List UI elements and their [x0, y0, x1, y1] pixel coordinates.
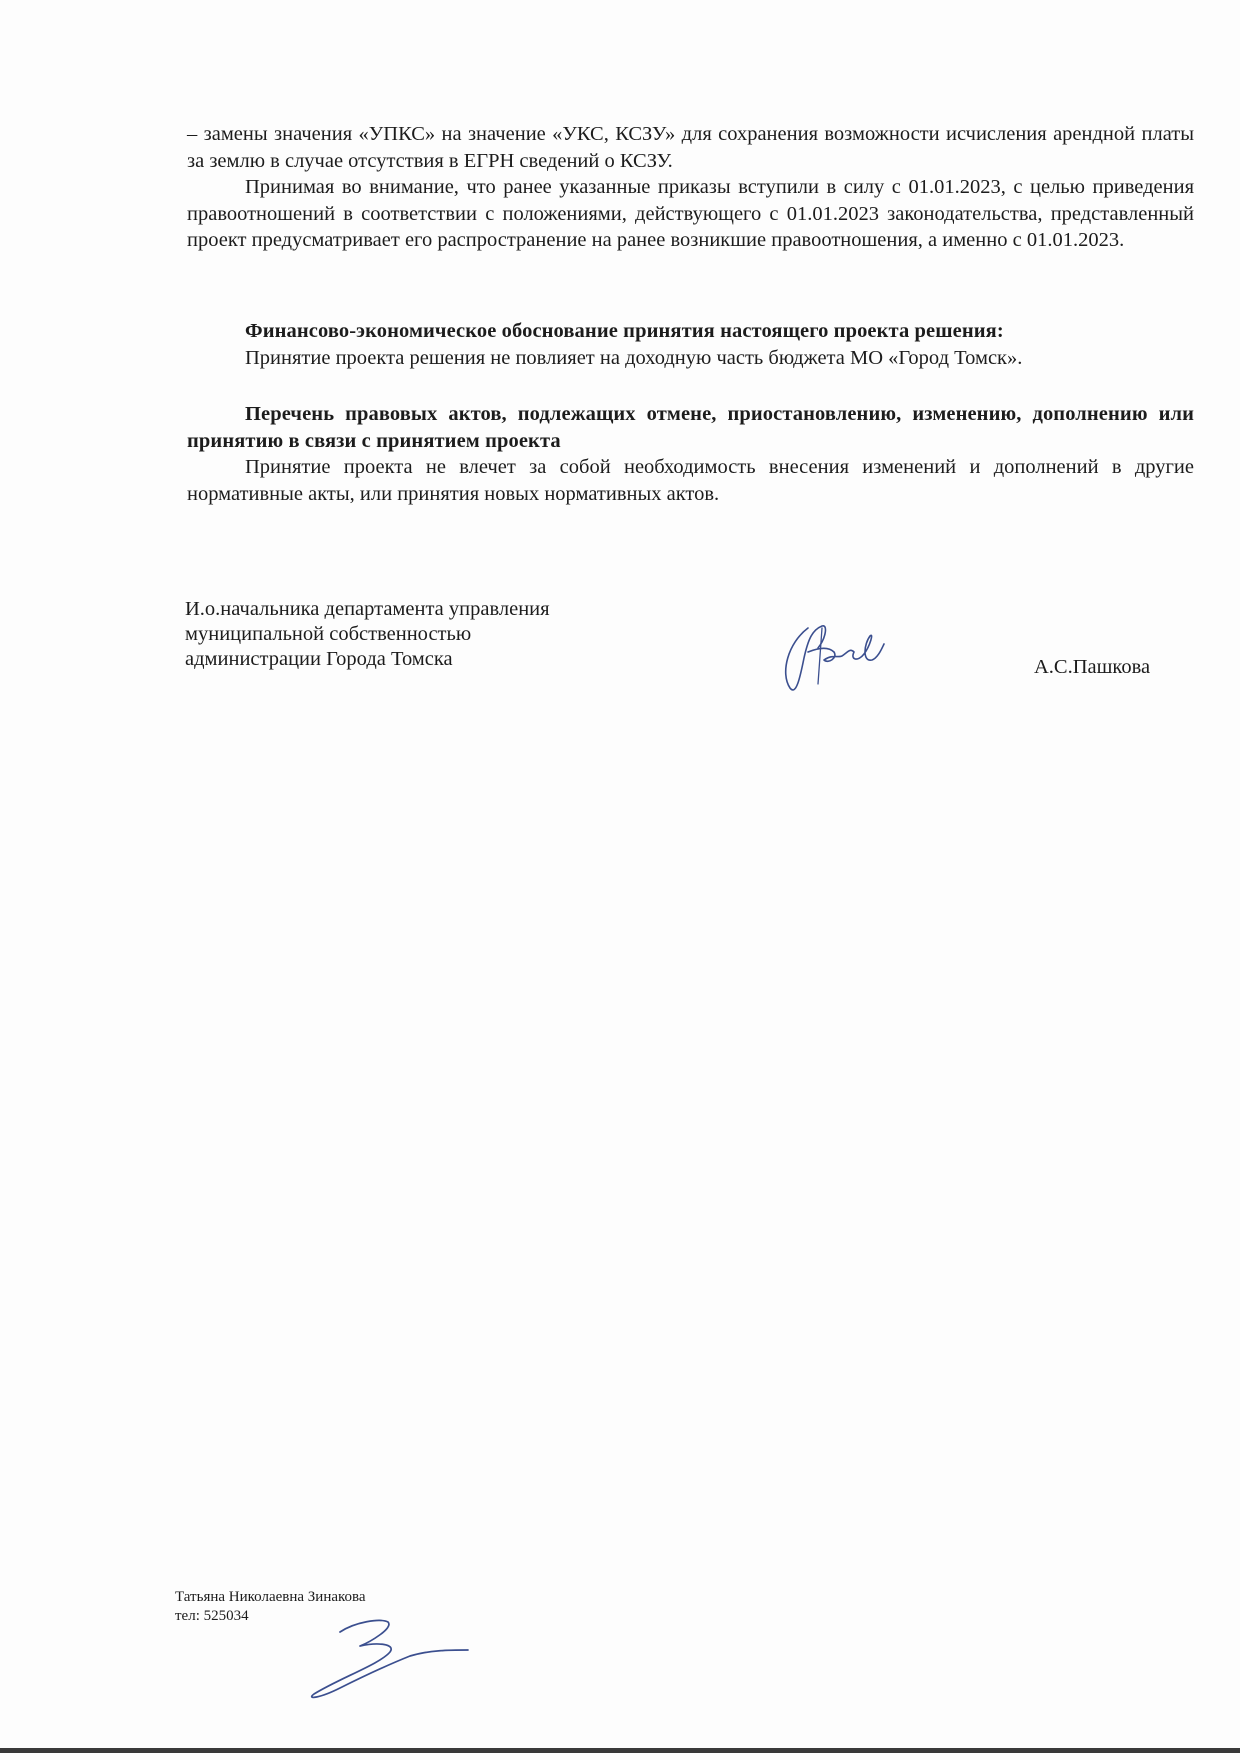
legal-acts-section	[187, 401, 1194, 507]
replacement-paragraph: – замены значения «УПКС» на значение «УКС, КСЗУ» для сохранения возможности исчисления арендной платы за землю в случае отсутствия в ЕГРН сведений о КСЗУ.	[187, 123, 1194, 172]
scan-bottom-edge	[0, 1748, 1240, 1753]
executor-initials-signature	[300, 1608, 470, 1708]
legal-acts-text: Принятие проекта не влечет за собой необходимость внесения изменений и дополнений в другие нормативные акты, или принятия новых нормативных актов.	[187, 456, 1194, 505]
handwritten-signature	[778, 618, 908, 698]
legal-acts-heading: Перечень правовых актов, подлежащих отмене, приостановлению, изменению, дополнению или принятию в связи с принятием проекта	[187, 403, 1194, 452]
executor-phone: тел: 525034	[175, 1608, 249, 1624]
position-line-1: И.о.начальника департамента управления	[185, 598, 550, 620]
position-line-3: администрации Города Томска	[185, 648, 453, 670]
finance-heading: Финансово-экономическое обоснование принятия настоящего проекта решения:	[245, 320, 1004, 342]
finance-text: Принятие проекта решения не повлияет на доходную часть бюджета МО «Город Томск».	[245, 346, 1023, 369]
signatory-position	[185, 597, 550, 672]
executor-name: Татьяна Николаевна Зинакова	[175, 1589, 366, 1605]
intro-section	[187, 121, 1194, 254]
finance-section	[187, 318, 1194, 371]
signer-name: А.С.Пашкова	[1034, 656, 1151, 678]
effective-date-paragraph: Принимая во внимание, что ранее указанные приказы вступили в силу с 01.01.2023, с целью приведения правоотношений в соответствии с положениями, действующего с 01.01.2023 законодательства, представленный проект предусматривает его распространение на ранее возникшие правоотношения, а именно с 01.01.2023.	[187, 176, 1194, 251]
position-line-2: муниципальной собственностью	[185, 623, 472, 645]
